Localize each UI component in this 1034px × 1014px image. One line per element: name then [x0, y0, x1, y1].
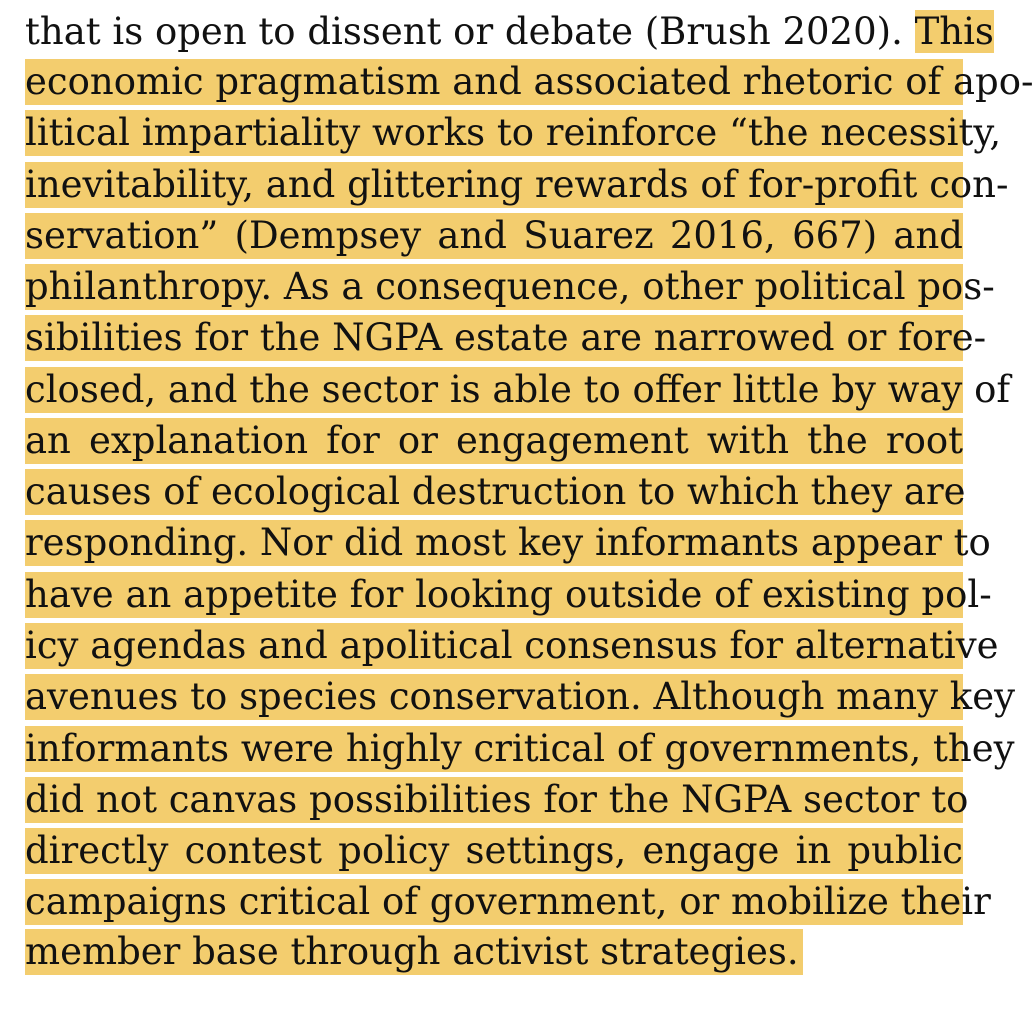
highlighted-text: member base through activist strategies.: [25, 929, 803, 975]
highlighted-line: icy agendas and apolitical consensus for alternative: [25, 624, 999, 667]
highlighted-line: sibilities for the NGPA estate are narrowed or fore-: [25, 316, 987, 359]
highlighted-line: economic pragmatism and associated rhetoric of apo-: [25, 60, 1034, 103]
clipped-next-line: [25, 968, 963, 1014]
highlighted-line: campaigns critical of government, or mobilize their: [25, 880, 991, 923]
highlighted-line: directly contest policy settings, engage in public: [25, 829, 963, 872]
paragraph-line-1: [25, 9, 994, 55]
highlighted-line: inevitability, and glittering rewards of for-profit con-: [25, 163, 1009, 206]
highlighted-line: an explanation for or engagement with the root: [25, 419, 963, 462]
highlighted-line: litical impartiality works to reinforce “the necessity,: [25, 111, 1002, 154]
highlighted-line: have an appetite for looking outside of existing pol-: [25, 573, 992, 616]
highlighted-line: avenues to species conservation. Although many key: [25, 675, 1016, 718]
highlighted-line: servation” (Dempsey and Suarez 2016, 667) and: [25, 214, 963, 257]
highlighted-line: causes of ecological destruction to which they are: [25, 470, 966, 513]
highlighted-text: This: [914, 10, 994, 53]
highlighted-line: informants were highly critical of governments, they: [25, 727, 1015, 770]
highlighted-line: responding. Nor did most key informants appear to: [25, 521, 991, 564]
highlighted-line: closed, and the sector is able to offer little by way of: [25, 368, 1011, 411]
highlighted-line: did not canvas possibilities for the NGPA sector to: [25, 778, 969, 821]
highlighted-line: philanthropy. As a consequence, other political pos-: [25, 265, 995, 308]
plain-text: that is open to dissent or debate (Brush 2020).: [25, 10, 915, 53]
